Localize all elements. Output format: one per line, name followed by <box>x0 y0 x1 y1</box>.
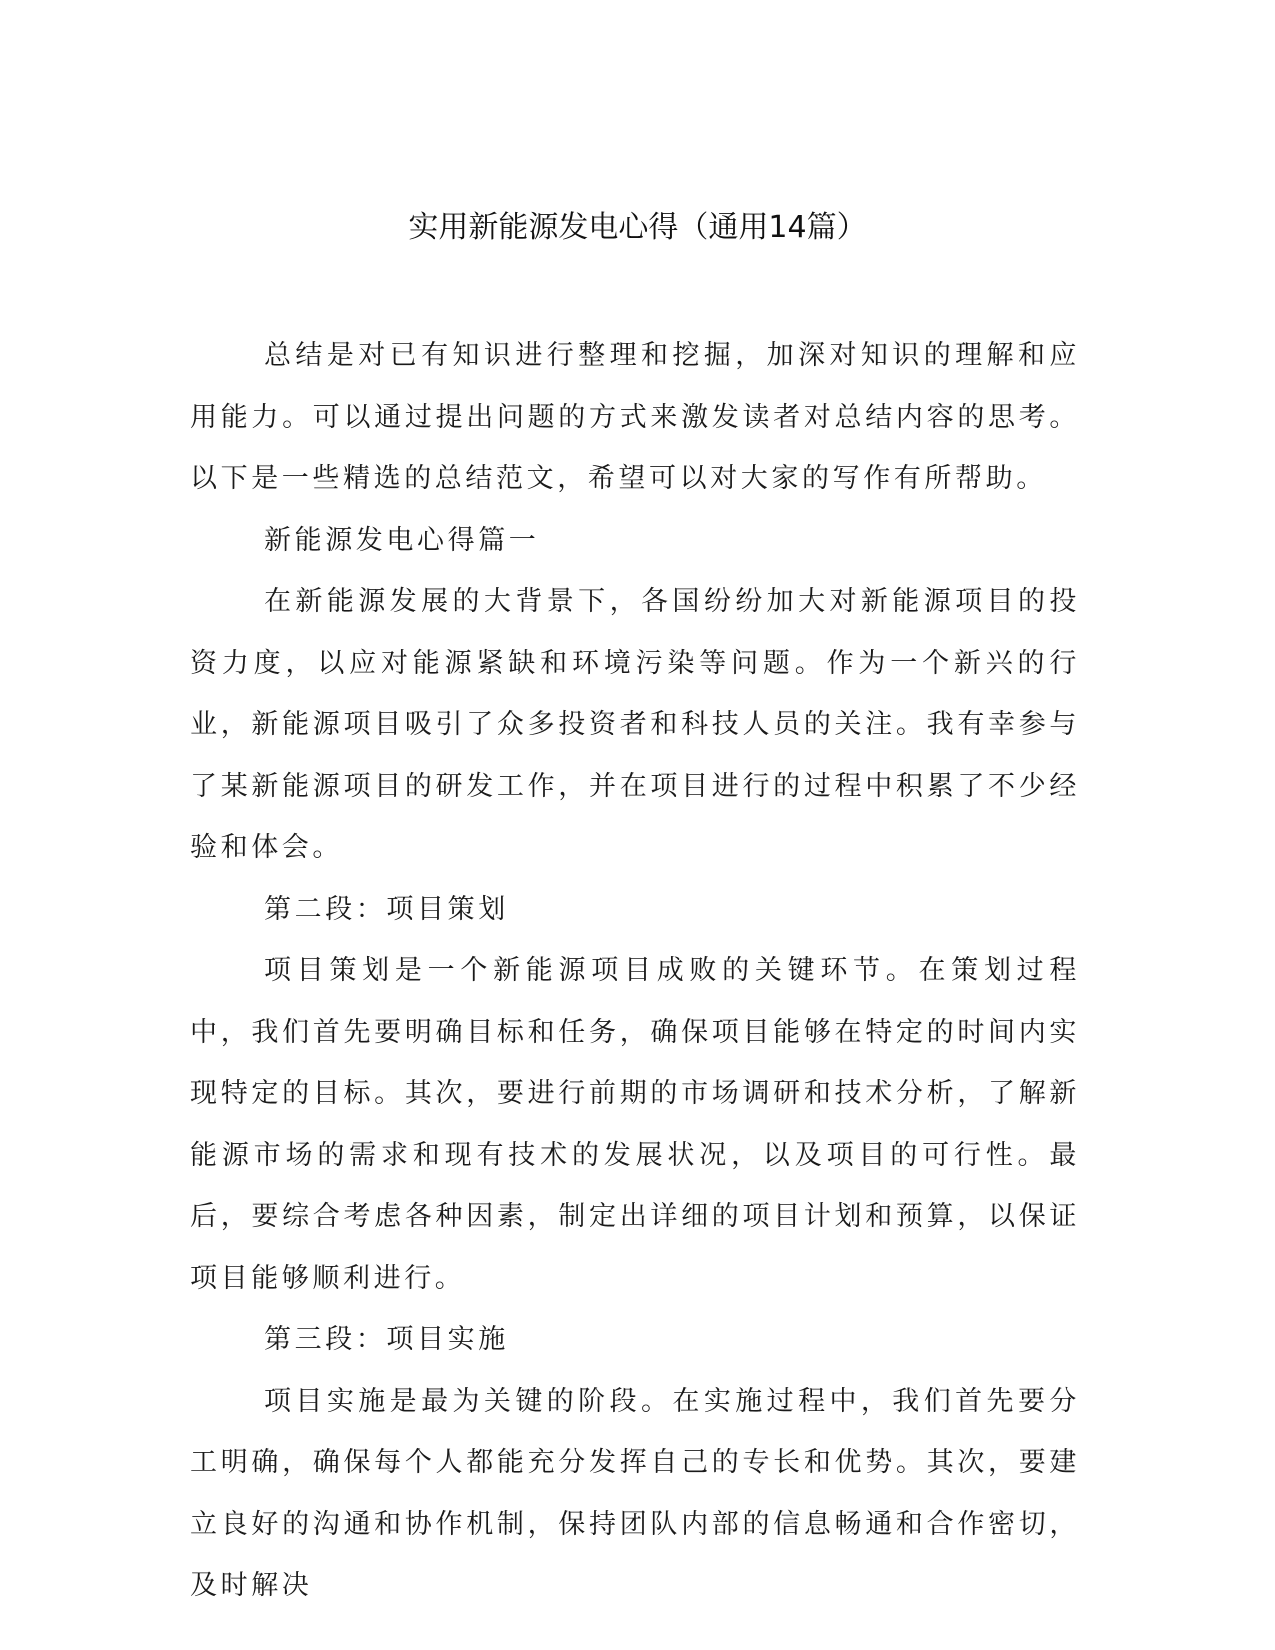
section-heading-planning: 第二段：项目策划 <box>264 893 509 925</box>
document-body <box>190 325 1080 1617</box>
document-title: 实用新能源发电心得（通用14篇） <box>408 210 867 245</box>
background-paragraph: 在新能源发展的大背景下，各国纷纷加大对新能源项目的投资力度，以应对能源紧缺和环境污染等问题。作为一个新兴的行业，新能源项目吸引了众多投资者和科技人员的关注。我有幸参与了某新能源项目的研发工作，并在项目进行的过程中积累了不少经验和体会。 <box>190 586 1080 863</box>
implementation-paragraph: 项目实施是最为关键的阶段。在实施过程中，我们首先要分工明确，确保每个人都能充分发挥自己的专长和优势。其次，要建立良好的沟通和协作机制，保持团队内部的信息畅通和合作密切，及时解决 <box>190 1385 1080 1601</box>
planning-paragraph: 项目策划是一个新能源项目成败的关键环节。在策划过程中，我们首先要明确目标和任务，确保项目能够在特定的时间内实现特定的目标。其次，要进行前期的市场调研和技术分析，了解新能源市场的需求和现有技术的发展状况，以及项目的可行性。最后，要综合考虑各种因素，制定出详细的项目计划和预算，以保证项目能够顺利进行。 <box>190 955 1080 1294</box>
section-heading-implementation: 第三段：项目实施 <box>264 1324 509 1355</box>
intro-paragraph: 总结是对已有知识进行整理和挖掘，加深对知识的理解和应用能力。可以通过提出问题的方式来激发读者对总结内容的思考。以下是一些精选的总结范文，希望可以对大家的写作有所帮助。 <box>190 340 1080 494</box>
section-heading-part-one: 新能源发电心得篇一 <box>264 524 540 556</box>
